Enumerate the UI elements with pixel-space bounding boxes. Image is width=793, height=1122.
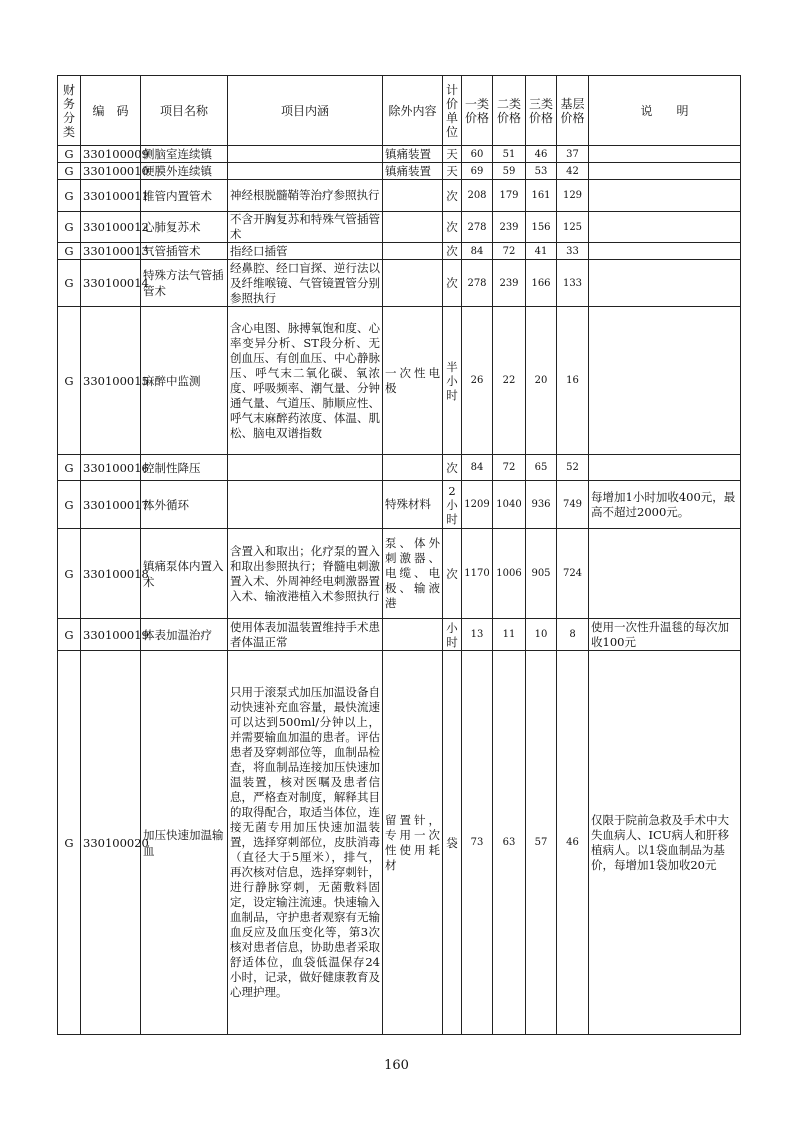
row-price1: 69 xyxy=(462,163,493,180)
row-excluded: 镇痛装置 xyxy=(383,146,443,163)
row-price3: 41 xyxy=(526,243,557,260)
row-excluded: 泵、体外刺激器、电缆、电极、输液港 xyxy=(383,529,443,619)
row-unit: 小时 xyxy=(443,619,462,651)
row-notes: 使用一次性升温毯的每次加收100元 xyxy=(589,619,741,651)
row-price1: 73 xyxy=(462,651,493,1035)
row-notes xyxy=(589,212,741,243)
row-category: G xyxy=(58,146,81,163)
row-unit: 2小时 xyxy=(443,481,462,529)
row-name: 麻醉中监测 xyxy=(141,307,228,455)
row-content: 只用于滚泵式加压加温设备自动快速补充血容量，最快流速可以达到500ml/分钟以上，并需要输血加温的患者。评估患者及穿刺部位等，血制品检查，将血制品连接加压快速加温装置，核对医嘱及患者信息，严格查对制度，解释其目的取得配合，取适当体位，连接无菌专用加压快速加温装置，选择穿刺部位，皮肤消毒（直径大于5厘米），排气，再次核对信息，选择穿刺针，进行静脉穿刺，无菌敷料固定，设定输注流速。快速输入血制品，守护患者观察有无输血反应及血压变化等，第3次核对患者信息，协助患者采取舒适体位，血袋低温保存24小时，记录，做好健康教育及心理护理。 xyxy=(228,651,383,1035)
page-number: 160 xyxy=(384,1058,409,1073)
row-excluded: 留置针，专用一次性使用耗材 xyxy=(383,651,443,1035)
row-price3: 65 xyxy=(526,455,557,481)
row-category: G xyxy=(58,651,81,1035)
row-name: 心肺复苏术 xyxy=(141,212,228,243)
row-price-base: 133 xyxy=(557,260,589,307)
row-excluded xyxy=(383,619,443,651)
row-name: 特殊方法气管插管术 xyxy=(141,260,228,307)
table-row xyxy=(58,481,741,529)
row-notes xyxy=(589,180,741,212)
row-price-base: 129 xyxy=(557,180,589,212)
row-category: G xyxy=(58,481,81,529)
row-name: 镇痛泵体内置入术 xyxy=(141,529,228,619)
table-row xyxy=(58,260,741,307)
row-excluded xyxy=(383,180,443,212)
row-code: 330100017 xyxy=(81,481,141,529)
row-price2: 59 xyxy=(493,163,526,180)
row-category: G xyxy=(58,212,81,243)
header-price1: 一类价格 xyxy=(462,76,493,146)
row-price1: 1170 xyxy=(462,529,493,619)
row-unit: 天 xyxy=(443,146,462,163)
row-content: 经鼻腔、经口盲探、逆行法以及纤维喉镜、气管镜置管分别参照执行 xyxy=(228,260,383,307)
row-price2: 179 xyxy=(493,180,526,212)
row-unit: 次 xyxy=(443,212,462,243)
row-code: 330100020 xyxy=(81,651,141,1035)
row-code: 330100013 xyxy=(81,243,141,260)
row-price2: 22 xyxy=(493,307,526,455)
header-content: 项目内涵 xyxy=(228,76,383,146)
row-price2: 1006 xyxy=(493,529,526,619)
row-notes xyxy=(589,146,741,163)
row-excluded: 一次性电极 xyxy=(383,307,443,455)
row-price2: 63 xyxy=(493,651,526,1035)
header-excluded: 除外内容 xyxy=(383,76,443,146)
row-code: 330100012 xyxy=(81,212,141,243)
row-notes: 仅限于院前急救及手术中大失血病人、ICU病人和肝移植病人。以1袋血制品为基价，每增加1袋加收20元 xyxy=(589,651,741,1035)
table-row xyxy=(58,180,741,212)
row-price-base: 42 xyxy=(557,163,589,180)
row-notes xyxy=(589,307,741,455)
row-price1: 278 xyxy=(462,212,493,243)
row-content xyxy=(228,146,383,163)
row-excluded: 特殊材料 xyxy=(383,481,443,529)
row-excluded: 镇痛装置 xyxy=(383,163,443,180)
row-notes xyxy=(589,529,741,619)
row-code: 330100016 xyxy=(81,455,141,481)
row-content: 不含开胸复苏和特殊气管插管术 xyxy=(228,212,383,243)
row-price-base: 125 xyxy=(557,212,589,243)
row-notes: 每增加1小时加收400元，最高不超过2000元。 xyxy=(589,481,741,529)
row-price1: 278 xyxy=(462,260,493,307)
header-row xyxy=(58,76,741,146)
header-price-base: 基层价格 xyxy=(557,76,589,146)
row-price-base: 724 xyxy=(557,529,589,619)
row-unit: 次 xyxy=(443,180,462,212)
header-notes: 说 明 xyxy=(589,76,741,146)
table-row xyxy=(58,307,741,455)
row-category: G xyxy=(58,529,81,619)
row-price1: 84 xyxy=(462,243,493,260)
row-category: G xyxy=(58,180,81,212)
row-price1: 13 xyxy=(462,619,493,651)
row-name: 侧脑室连续镇 xyxy=(141,146,228,163)
row-category: G xyxy=(58,455,81,481)
row-price-base: 33 xyxy=(557,243,589,260)
row-code: 330100018 xyxy=(81,529,141,619)
header-name: 项目名称 xyxy=(141,76,228,146)
row-price2: 239 xyxy=(493,212,526,243)
row-name: 体外循环 xyxy=(141,481,228,529)
row-price-base: 8 xyxy=(557,619,589,651)
row-price3: 905 xyxy=(526,529,557,619)
row-code: 330100014 xyxy=(81,260,141,307)
row-notes xyxy=(589,260,741,307)
row-price3: 20 xyxy=(526,307,557,455)
table-row xyxy=(58,243,741,260)
header-code: 编 码 xyxy=(81,76,141,146)
row-notes xyxy=(589,243,741,260)
row-price3: 161 xyxy=(526,180,557,212)
row-price-base: 46 xyxy=(557,651,589,1035)
row-name: 加压快速加温输血 xyxy=(141,651,228,1035)
row-excluded xyxy=(383,243,443,260)
row-price3: 57 xyxy=(526,651,557,1035)
header-unit: 计价单位 xyxy=(443,76,462,146)
row-name: 硬膜外连续镇 xyxy=(141,163,228,180)
row-code: 330100015 xyxy=(81,307,141,455)
row-name: 气管插管术 xyxy=(141,243,228,260)
row-price1: 60 xyxy=(462,146,493,163)
row-unit: 次 xyxy=(443,455,462,481)
row-price2: 1040 xyxy=(493,481,526,529)
row-price1: 1209 xyxy=(462,481,493,529)
row-excluded xyxy=(383,455,443,481)
row-unit: 次 xyxy=(443,243,462,260)
row-price-base: 16 xyxy=(557,307,589,455)
header-price2: 二类价格 xyxy=(493,76,526,146)
row-content xyxy=(228,481,383,529)
row-code: 330100011 xyxy=(81,180,141,212)
table-row xyxy=(58,619,741,651)
row-price1: 26 xyxy=(462,307,493,455)
row-content: 含置入和取出；化疗泵的置入和取出参照执行；脊髓电刺激置入术、外周神经电刺激器置入术、输液港植入术参照执行 xyxy=(228,529,383,619)
row-price-base: 749 xyxy=(557,481,589,529)
row-price3: 166 xyxy=(526,260,557,307)
row-price2: 72 xyxy=(493,455,526,481)
row-name: 控制性降压 xyxy=(141,455,228,481)
table-row xyxy=(58,651,741,1035)
table-body xyxy=(58,146,741,1035)
header-price3: 三类价格 xyxy=(526,76,557,146)
table-row xyxy=(58,529,741,619)
row-price1: 84 xyxy=(462,455,493,481)
row-code: 330100009 xyxy=(81,146,141,163)
row-name: 体表加温治疗 xyxy=(141,619,228,651)
row-name: 椎管内置管术 xyxy=(141,180,228,212)
row-content xyxy=(228,455,383,481)
row-unit: 袋 xyxy=(443,651,462,1035)
row-content: 使用体表加温装置维持手术患者体温正常 xyxy=(228,619,383,651)
table-row xyxy=(58,163,741,180)
table-row xyxy=(58,146,741,163)
row-unit: 次 xyxy=(443,529,462,619)
row-price3: 156 xyxy=(526,212,557,243)
row-unit: 次 xyxy=(443,260,462,307)
row-price3: 46 xyxy=(526,146,557,163)
row-content: 含心电图、脉搏氧饱和度、心率变异分析、ST段分析、无创血压、有创血压、中心静脉压、呼气末二氧化碳、氧浓度、呼吸频率、潮气量、分钟通气量、气道压、肺顺应性、呼气末麻醉药浓度、体温、肌松、脑电双谱指数 xyxy=(228,307,383,455)
row-content: 神经根脱髓鞘等治疗参照执行 xyxy=(228,180,383,212)
row-price1: 208 xyxy=(462,180,493,212)
table-row xyxy=(58,455,741,481)
row-content: 指经口插管 xyxy=(228,243,383,260)
row-category: G xyxy=(58,260,81,307)
row-unit: 半小时 xyxy=(443,307,462,455)
header-category: 财务分类 xyxy=(58,76,81,146)
row-code: 330100019 xyxy=(81,619,141,651)
row-code: 330100010 xyxy=(81,163,141,180)
row-price2: 11 xyxy=(493,619,526,651)
row-price2: 72 xyxy=(493,243,526,260)
row-price2: 239 xyxy=(493,260,526,307)
row-category: G xyxy=(58,243,81,260)
row-excluded xyxy=(383,260,443,307)
row-category: G xyxy=(58,619,81,651)
row-category: G xyxy=(58,307,81,455)
row-price-base: 52 xyxy=(557,455,589,481)
fee-table xyxy=(57,75,741,1035)
row-notes xyxy=(589,455,741,481)
row-price3: 10 xyxy=(526,619,557,651)
row-price2: 51 xyxy=(493,146,526,163)
row-content xyxy=(228,163,383,180)
row-notes xyxy=(589,163,741,180)
row-price3: 53 xyxy=(526,163,557,180)
row-unit: 天 xyxy=(443,163,462,180)
row-excluded xyxy=(383,212,443,243)
row-price3: 936 xyxy=(526,481,557,529)
row-price-base: 37 xyxy=(557,146,589,163)
table-row xyxy=(58,212,741,243)
row-category: G xyxy=(58,163,81,180)
